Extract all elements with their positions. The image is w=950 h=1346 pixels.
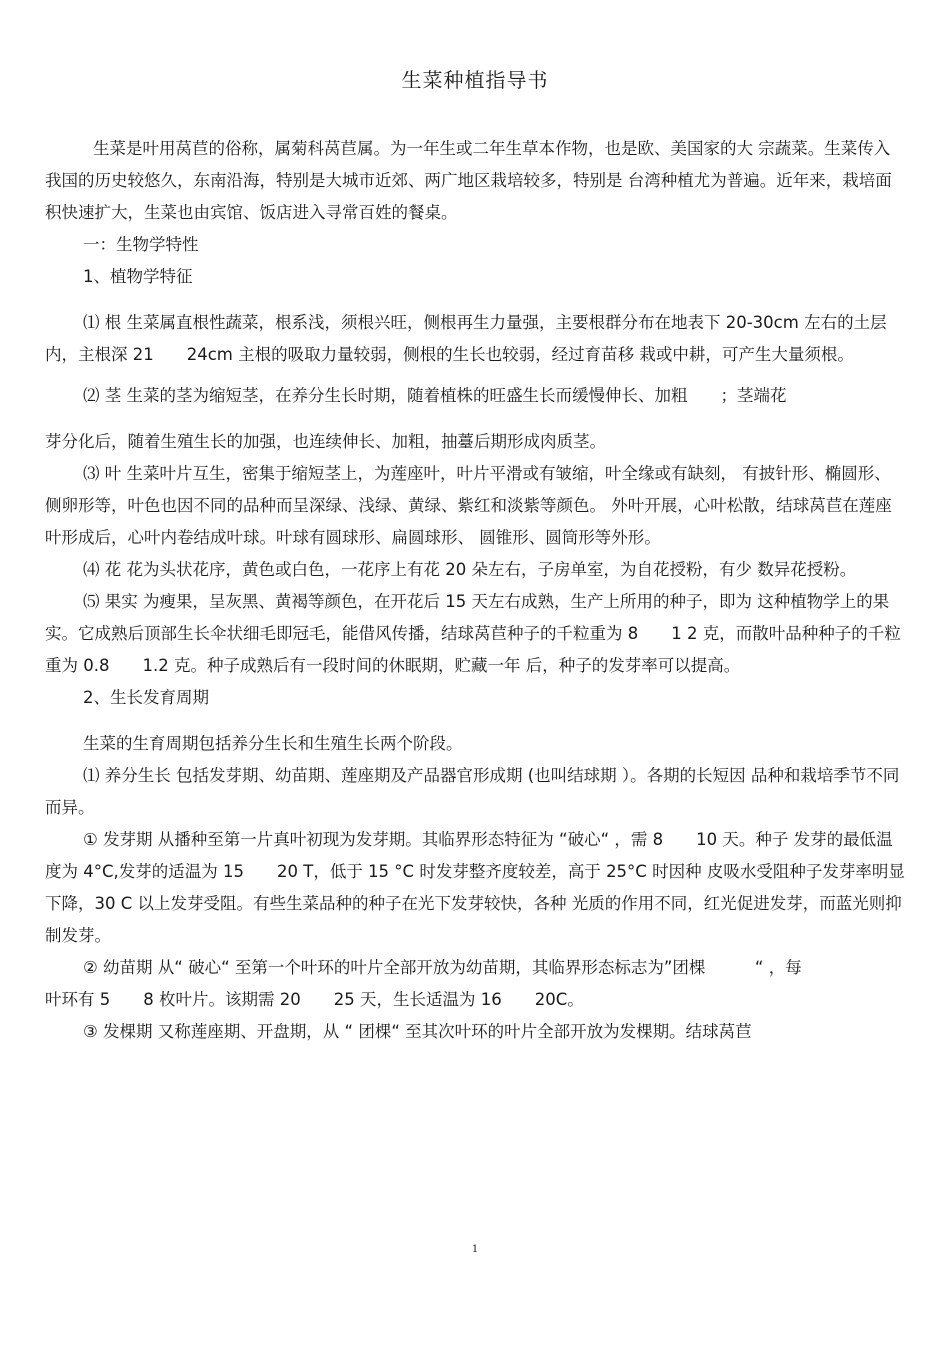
paragraph-germination: ① 发芽期 从播种至第一片真叶初现为发芽期。其临界形态特征为 “破心“ ，需 8 10 天。种子 发芽的最低温度为 4°C,发芽的适温为 15 20 T，低于 15 °C 时发芽整齐度较差，高于 25°C 时因种 皮吸水受阻种子发芽率明显下降，30 C 以上发芽受阻。有些生菜品种的种子在光下发芽较快，各种 光质的作用不同，红光促进发芽，而蓝光则抑制发芽。 [45,830,905,945]
paragraph-root: ⑴ 根 生菜属直根性蔬菜，根系浅，须根兴旺，侧根再生力量强，主要根群分布在地表下 20-30cm 左右的土层内，主根深 21 24cm 主根的吸取力量较弱，侧根的生长也较弱，经过育苗移 栽或中耕，可产生大量须根。 [45,313,887,364]
paragraph-fruit: ⑸ 果实 为瘦果，呈灰黑、黄褐等颜色，在开花后 15 天左右成熟，生产上所用的种子，即为 这种植物学上的果实。它成熟后顶部生长伞状细毛即冠毛，能借风传播，结球莴苣种子的千粒重为 8 1 2 克，而散叶品种种子的千粒重为 0.8 1.2 克。种子成熟后有一段时间的休眠期，贮藏一年 后，种子的发芽率可以提高。 [45,592,901,675]
paragraph-stem-continued: 芽分化后，随着生殖生长的加强，也连续伸长、加粗，抽薹后期形成肉质茎。 [45,432,606,451]
heading-biological-traits: 一：生物学特性 [83,235,199,254]
document-body [45,133,905,1048]
paragraph-rosette: ③ 发棵期 又称莲座期、开盘期，从 “ 团棵“ 至其次叶环的叶片全部开放为发棵期。结球莴苣 [83,1022,752,1041]
paragraph-growth-intro: 生菜的生育周期包括养分生长和生殖生长两个阶段。 [83,734,463,753]
paragraph-seedling-continued: 叶环有 5 8 枚叶片。该期需 20 25 天，生长适温为 16 20C。 [45,990,584,1009]
paragraph-leaf: ⑶ 叶 生菜叶片互生，密集于缩短茎上，为莲座叶，叶片平滑或有皱缩，叶全缘或有缺刻， 有披针形、椭圆形、侧卵形等，叶色也因不同的品种而呈深绿、浅绿、黄绿、紫红和淡紫等颜色。 外叶开展，心叶松散，结球莴苣在莲座叶形成后，心叶内卷结成叶球。叶球有圆球形、扁圆球形、 圆锥形、圆筒形等外形。 [45,464,892,547]
paragraph-vegetative-growth: ⑴ 养分生长 包括发芽期、幼苗期、莲座期及产品器官形成期 (也叫结球期 ）。各期的长短因 品种和栽培季节不同而异。 [45,766,900,817]
paragraph-flower: ⑷ 花 花为头状花序，黄色或白色，一花序上有花 20 朵左右，子房单室，为自花授粉，有少 数异花授粉。 [83,560,857,579]
page-number: 1 [471,1244,479,1255]
paragraph-stem: ⑵ 茎 生菜的茎为缩短茎，在养分生长时期，随着植株的旺盛生长而缓慢伸长、加粗 ；茎端花 [83,386,787,405]
paragraph-intro: 生菜是叶用莴苣的俗称，属菊科莴苣属。为一年生或二年生草本作物，也是欧、美国家的大 宗蔬菜。生菜传入我国的历史较悠久，东南沿海，特别是大城市近郊、两广地区栽培较多，特别是 台湾种植尤为普遍。近年来，栽培面积快速扩大，生菜也由宾馆、饭店进入寻常百姓的餐桌。 [45,139,892,222]
heading-botanical-features: 1、植物学特征 [83,267,193,286]
page-title: 生菜种植指导书 [401,68,549,92]
paragraph-seedling: ② 幼苗期 从“ 破心“ 至第一个叶环的叶片全部开放为幼苗期，其临界形态标志为”团棵 “ ，每 [83,958,802,977]
heading-growth-cycle: 2、生长发育周期 [83,688,209,707]
